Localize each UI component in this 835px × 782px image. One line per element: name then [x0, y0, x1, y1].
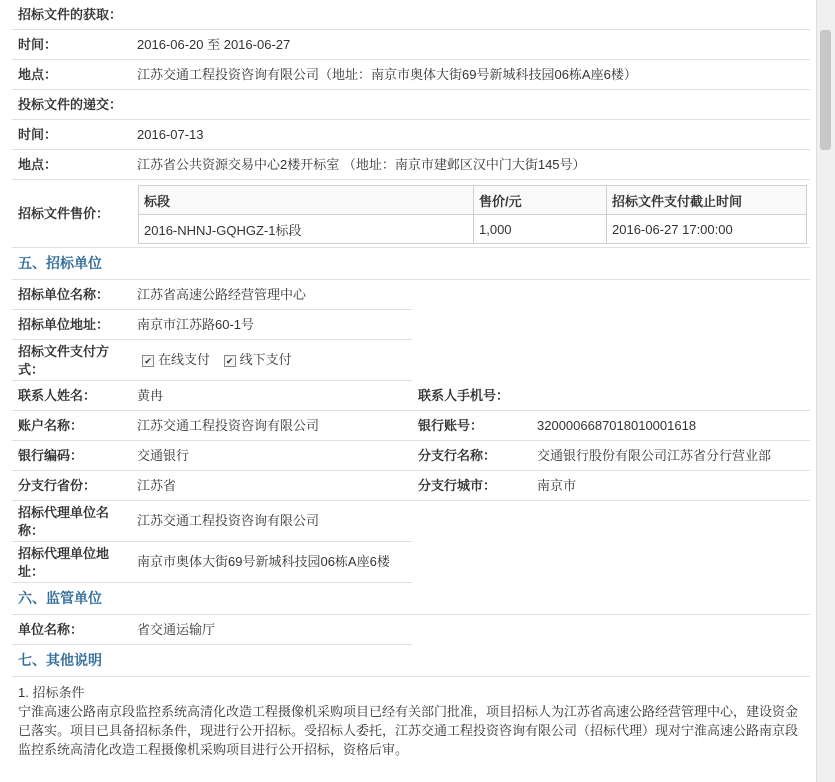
notes-item-1: 1. 招标条件	[18, 685, 85, 700]
city-label: 分支行城市：	[418, 478, 497, 493]
province-value: 江苏省	[137, 478, 177, 493]
bank-number-label: 银行账号：	[418, 418, 484, 433]
bank-code-row	[12, 441, 810, 471]
branch-value: 交通银行股份有限公司江苏省分行营业部	[537, 448, 772, 463]
agent-addr-value: 南京市奥体大街69号新城科技园06栋A座6楼	[137, 554, 390, 569]
section-7-title: 七、其他说明	[12, 645, 810, 677]
pay-method-label: 招标文件支付方式：	[18, 344, 110, 377]
bank-number-value: 3200006687018010001618	[537, 418, 697, 433]
pay-method-options	[142, 340, 302, 380]
unit-name-value: 江苏省高速公路经营管理中心	[137, 287, 307, 302]
pay-offline-label: 线下支付	[239, 352, 292, 367]
price-table-header	[139, 186, 807, 215]
price-cell-deadline: 2016-06-27 17:00:00	[607, 215, 807, 244]
submit-time-label: 时间：	[18, 127, 58, 142]
price-header-section: 标段	[139, 186, 474, 215]
notes-text: 宁淮高速公路南京段监控系统高清化改造工程摄像机采购项目已经有关部门批准，项目招标人为江苏省高速公路经营管理中心，建设资金已落实。项目已具备招标条件，现进行公开招标。受招标人委托，江苏交通工程投资咨询有限公司（招标代理）现对宁淮高速公路南京段监控系统高清化改造工程摄像机采购项目进行公开招标，资格后审。	[18, 704, 799, 757]
province-label: 分支行省份：	[18, 478, 97, 493]
obtain-place-row	[12, 60, 810, 90]
bank-code-label: 银行编码：	[18, 448, 84, 463]
pay-online-label: 在线支付	[158, 352, 211, 367]
notes-block	[12, 677, 810, 759]
city-value: 南京市	[537, 478, 577, 493]
branch-label: 分支行名称：	[418, 448, 497, 463]
checkbox-checked-icon[interactable]: ✔	[224, 355, 236, 367]
supervisor-value: 省交通运输厅	[137, 622, 216, 637]
section-6-title: 六、监管单位	[12, 583, 810, 615]
supervisor-row	[12, 615, 412, 645]
price-row	[12, 180, 810, 248]
unit-addr-row	[12, 310, 412, 340]
obtain-place-label: 地点：	[18, 67, 58, 82]
agent-name-row	[12, 501, 412, 542]
unit-addr-value: 南京市江苏路60-1号	[137, 317, 255, 332]
agent-addr-row	[12, 542, 412, 583]
obtain-time-row	[12, 30, 810, 60]
account-label: 账户名称：	[18, 418, 84, 433]
price-header-price: 售价/元	[474, 186, 607, 215]
pay-offline-option[interactable]	[224, 352, 292, 367]
agent-addr-label: 招标代理单位地址：	[18, 546, 110, 579]
submit-place-label: 地点：	[18, 157, 58, 172]
price-cell-price: 1,000	[474, 215, 607, 244]
section-5-title: 五、招标单位	[12, 248, 810, 280]
bank-code-value: 交通银行	[137, 448, 190, 463]
submit-time-row	[12, 120, 810, 150]
obtain-time-label: 时间：	[18, 37, 58, 52]
submit-heading-row	[12, 90, 810, 120]
unit-name-row	[12, 280, 412, 310]
supervisor-label: 单位名称：	[18, 622, 84, 637]
price-header-deadline: 招标文件支付截止时间	[607, 186, 807, 215]
branch-province-row	[12, 471, 810, 501]
pay-online-option[interactable]	[142, 352, 210, 367]
scrollbar-thumb[interactable]	[820, 30, 831, 150]
contact-value: 黄冉	[137, 388, 164, 403]
price-label: 招标文件售价：	[18, 206, 110, 221]
submit-heading: 投标文件的递交：	[18, 97, 123, 112]
obtain-heading-row	[12, 0, 810, 30]
phone-label: 联系人手机号：	[418, 388, 510, 403]
contact-row	[12, 381, 810, 411]
pay-method-row	[12, 340, 412, 381]
vertical-scrollbar[interactable]	[816, 0, 835, 782]
submit-place-value: 江苏省公共资源交易中心2楼开标室 （地址：南京市建邺区汉中门大街145号）	[137, 157, 586, 172]
table-row	[139, 215, 807, 244]
submit-place-row	[12, 150, 810, 180]
obtain-place-value: 江苏交通工程投资咨询有限公司（地址：南京市奥体大街69号新城科技园06栋A座6楼）	[137, 67, 637, 82]
unit-addr-label: 招标单位地址：	[18, 317, 110, 332]
price-table	[138, 185, 807, 244]
obtain-time-value: 2016-06-20 至 2016-06-27	[137, 37, 291, 52]
contact-label: 联系人姓名：	[18, 388, 97, 403]
agent-name-label: 招标代理单位名称：	[18, 505, 110, 538]
account-row	[12, 411, 810, 441]
agent-name-value: 江苏交通工程投资咨询有限公司	[137, 513, 320, 528]
obtain-heading: 招标文件的获取：	[18, 7, 123, 22]
checkbox-checked-icon[interactable]: ✔	[142, 355, 154, 367]
price-cell-section: 2016-NHNJ-GQHGZ-1标段	[139, 215, 474, 244]
submit-time-value: 2016-07-13	[137, 127, 204, 142]
account-value: 江苏交通工程投资咨询有限公司	[137, 418, 320, 433]
unit-name-label: 招标单位名称：	[18, 287, 110, 302]
tender-detail	[12, 0, 810, 759]
